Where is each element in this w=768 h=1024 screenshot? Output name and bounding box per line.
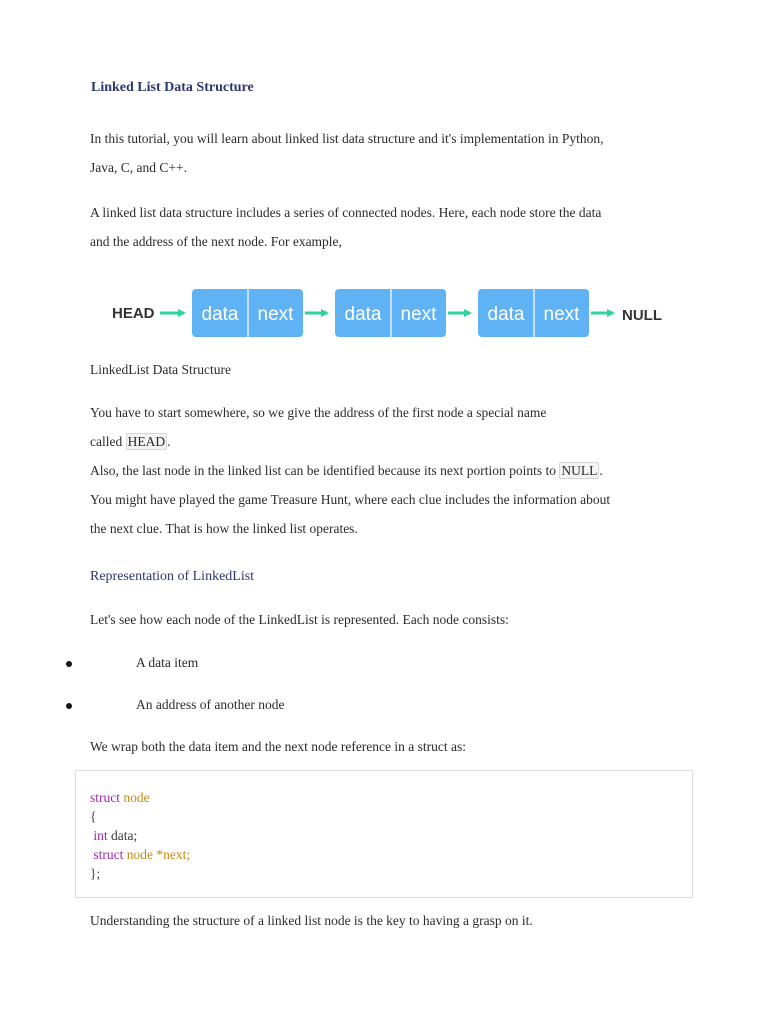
intro-line-2: Java, C, and C++. xyxy=(90,160,187,175)
code-keyword-struct: struct xyxy=(90,790,120,805)
node-2 xyxy=(335,289,446,337)
desc-line-2: and the address of the next node. For example, xyxy=(90,234,342,249)
desc-line-1: A linked list data structure includes a series of connected nodes. Here, each node store the data xyxy=(90,205,602,220)
page-title: Linked List Data Structure xyxy=(91,80,254,95)
head-line-1: You have to start somewhere, so we give the address of the first node a special name xyxy=(90,405,547,420)
intro-paragraph xyxy=(90,124,690,182)
bullet-dot xyxy=(66,703,72,709)
code-line-2: { xyxy=(90,809,97,824)
description-paragraph xyxy=(90,198,690,256)
head-null-paragraph xyxy=(90,398,690,543)
code-line-1 xyxy=(90,788,150,807)
head-line-2 xyxy=(90,427,690,456)
node-1-data: data xyxy=(201,304,239,325)
wrap-paragraph: We wrap both the data item and the next node reference in a struct as: xyxy=(90,739,467,754)
linked-list-diagram xyxy=(112,286,672,342)
code-field-data: data; xyxy=(107,828,138,843)
null-line-end: . xyxy=(599,463,603,478)
node-3-next: next xyxy=(543,304,580,325)
head-line-2-end: . xyxy=(167,434,171,449)
figure-caption: LinkedList Data Structure xyxy=(90,362,231,377)
code-line-4 xyxy=(90,845,190,864)
head-line-2-text: called xyxy=(90,434,126,449)
hunt-line-2: the next clue. That is how the linked list operates. xyxy=(90,521,358,536)
node-1-next: next xyxy=(257,304,294,325)
code-type-node: node xyxy=(123,790,150,805)
null-line xyxy=(90,456,690,485)
null-label: NULL xyxy=(622,307,662,324)
node-1 xyxy=(192,289,303,337)
code-block xyxy=(75,770,693,898)
code-field-next: *next; xyxy=(153,847,191,862)
closing-paragraph: Understanding the structure of a linked list node is the key to having a grasp on it. xyxy=(90,913,533,928)
null-inline-code: NULL xyxy=(561,463,598,478)
node-2-next: next xyxy=(400,304,437,325)
node-intro: Let's see how each node of the LinkedList is represented. Each node consists: xyxy=(90,612,509,627)
bullet-item-2: An address of another node xyxy=(136,697,285,712)
null-line-text: Also, the last node in the linked list can be identified because its next portion points to xyxy=(90,463,560,478)
code-keyword-int: int xyxy=(93,828,108,843)
bullet-dot xyxy=(66,661,72,667)
section-heading: Representation of LinkedList xyxy=(90,569,255,584)
intro-line-1: In this tutorial, you will learn about linked list data structure and it's implementation in Python, xyxy=(90,131,604,146)
code-line-3 xyxy=(90,826,137,845)
head-label: HEAD xyxy=(112,305,155,322)
node-2-data: data xyxy=(344,304,382,325)
code-keyword-struct: struct xyxy=(93,847,124,862)
node-3 xyxy=(478,289,589,337)
code-line-5: }; xyxy=(90,866,101,881)
node-3-data: data xyxy=(487,304,525,325)
code-type-node: node xyxy=(126,847,153,862)
bullet-item-1: A data item xyxy=(136,655,199,670)
head-inline-code: HEAD xyxy=(127,434,166,449)
hunt-line-1: You might have played the game Treasure Hunt, where each clue includes the information about xyxy=(90,492,611,507)
